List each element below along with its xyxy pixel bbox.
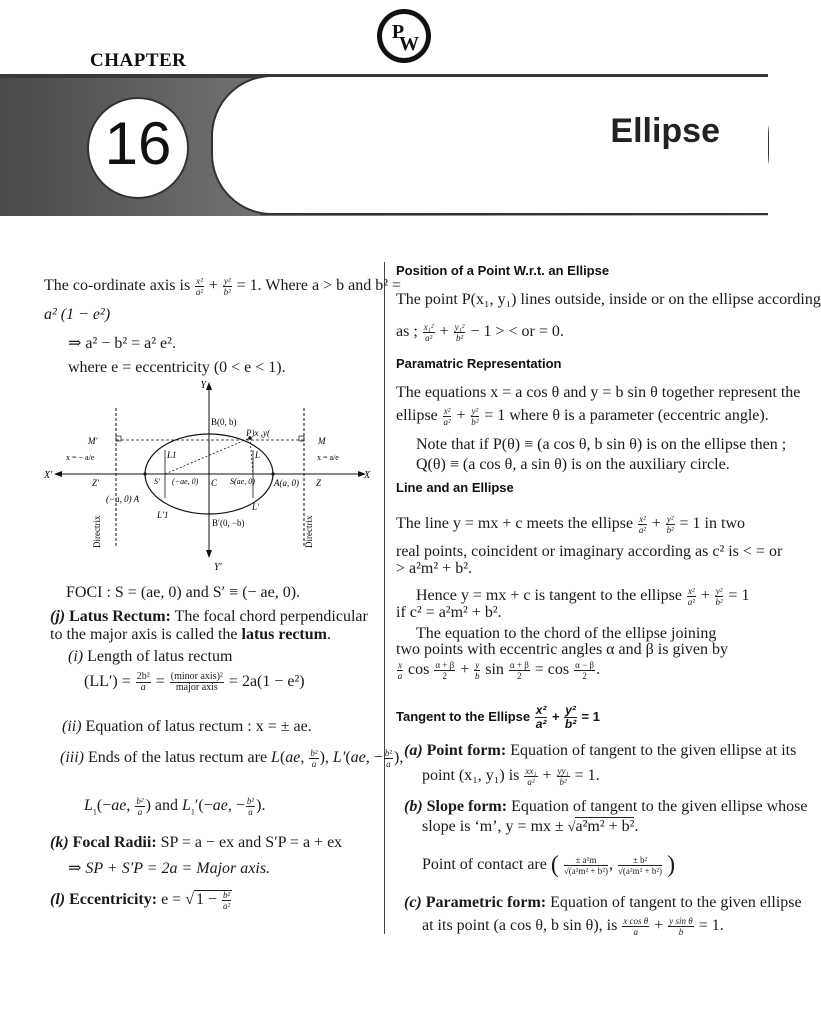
label-a-prime: (−a, 0) A xyxy=(106,494,140,504)
k-label: (k) xyxy=(50,834,69,851)
intro-eq: = 1. Where a > b and b² = xyxy=(236,277,402,295)
label-y: Y xyxy=(200,380,206,391)
parametric-form-eq: at its point (a cos θ, b sin θ), is $\frac{\text{x cos θ}}{a}$ + $\frac{\text{y sin θ}}{b}$ = 1. xyxy=(422,916,724,937)
section-line-text-7: two points with eccentric angles α and β is given by xyxy=(396,641,729,658)
latus-length-line xyxy=(68,648,232,666)
chord-equation: $\frac{x}{a}$ cos $\frac{\alpha + \beta}{2}$ + $\frac{y}{b}$ sin $\frac{\alpha + \beta}{2}$ = cos $\frac{\alpha - \beta}{2}$ . xyxy=(397,660,601,681)
l-text: e = xyxy=(161,891,182,909)
section-line-text-2: real points, coincident or imaginary according as c² is < = or xyxy=(396,543,783,560)
latus-length-eq: (LL′) = $\frac{\text{2b²}}{a}$ = $\frac{\text{(minor axis)²}}{\text{major axis}}$ = 2a(1 − e²) xyxy=(84,671,305,693)
section-param-note-1: Note that if P(θ) ≡ (a cos θ, b sin θ) is on the ellipse then ; xyxy=(416,436,787,453)
iii-text: Ends of the latus rectum are xyxy=(88,749,268,767)
label-z-prime: Z′ xyxy=(92,478,99,488)
focal-radii-line xyxy=(50,834,342,852)
label-m-prime: M′ xyxy=(88,436,98,446)
label-directrix-right: Directrix xyxy=(304,515,314,548)
point-a-prime xyxy=(143,472,146,475)
section-line-text-6: The equation to the chord of the ellipse joining xyxy=(416,625,717,642)
k-text: SP = a − ex and S′P = a + ex xyxy=(160,834,343,851)
eccentricity-line: (l) Eccentricity: e = √ 1 − $\frac{\text{b²}}{\text{a²}}$ xyxy=(50,890,231,911)
label-directrix-left: Directrix xyxy=(92,515,102,548)
y-over-b: $\frac{\text{y²}}{\text{b²}}$ xyxy=(223,276,231,297)
eccentricity-def: where e = eccentricity (0 < e < 1). xyxy=(68,359,286,376)
chapter-title: Ellipse xyxy=(610,112,720,150)
ll-frac-2: $\frac{\text{(minor axis)²}}{\text{major axis}}$ xyxy=(170,671,223,693)
section-param-note-2: Q(θ) ≡ (a cos θ, a sin θ) is on the auxiliary circle. xyxy=(416,456,730,473)
l-title: Eccentricity: xyxy=(69,891,158,909)
iii-label: (iii) xyxy=(60,749,84,767)
latus-ends-line-2: $L_1(-ae$, $\frac{\text{b²}}{a}$ ) and $L_1'(-ae$, − $\frac{\text{b²}}{a}$ ). xyxy=(84,796,266,817)
latus-ends-line: (iii) Ends of the latus rectum are L(ae, $\frac{\text{b²}}{a}$ ), L′(ae, − $\frac{\text{b²}}{a}$ ), xyxy=(60,748,404,769)
l-label: (l) xyxy=(50,891,66,909)
label-l: L xyxy=(255,450,261,460)
j-text: The focal chord perpendicular to the major axis is called the xyxy=(50,608,368,643)
slope-form-line: (b) Slope form: Equation of tangent to the given ellipse whose xyxy=(404,798,808,815)
k-title: Focal Radii: xyxy=(72,834,157,851)
section-position-title: Position of a Point W.r.t. an Ellipse xyxy=(396,263,610,278)
label-l1: L1 xyxy=(167,450,177,460)
label-x: X xyxy=(364,470,371,481)
label-z: Z xyxy=(316,478,322,488)
foci-line: FOCI : S = (ae, 0) and S′ ≡ (− ae, 0). xyxy=(66,584,301,601)
label-dir-right: x = a/e xyxy=(317,453,339,462)
point-of-contact: Point of contact are ( $\frac{\text{± a²m}}{\text{√(a²m² + b²)}}$ , $\frac{\text{± b²}}{\text{√(a²m² + b²)}}$ ) xyxy=(422,852,676,878)
point-form-line: (a) Point form: Equation of tangent to the given ellipse at its xyxy=(404,742,797,759)
label-l-prime: L′ xyxy=(252,502,259,512)
intro-line: The co-ordinate axis is $\frac{\text{x²}}{\text{a²}}$ + $\frac{\text{y²}}{\text{b²}}$ = 1. Where a > b and b² = xyxy=(44,276,402,297)
section-line-text-5: if c² = a²m² + b². xyxy=(396,604,502,621)
section-position-text: The point P(x₁, y₁) lines outside, inside or on the ellipse according xyxy=(396,291,821,308)
section-param-text-2: ellipse $\frac{\text{x²}}{\text{a²}}$ + $\frac{\text{y²}}{\text{b²}}$ = 1 where θ is a parameter (eccentric angle). xyxy=(396,406,769,427)
j-text-bold: latus rectum xyxy=(241,626,327,643)
section-position-eq: as ; $\frac{\text{x₁²}}{\text{a²}}$ + $\frac{\text{y₁²}}{\text{b²}}$ − 1 > < or = 0. xyxy=(396,322,564,343)
ll-frac-1: $\frac{\text{2b²}}{a}$ xyxy=(136,671,150,693)
ll-rhs: = 2a(1 − e²) xyxy=(228,673,305,691)
ellipse-diagram xyxy=(44,378,374,578)
label-y-prime: Y′ xyxy=(214,562,222,573)
j-label: (j) xyxy=(50,608,66,625)
section-line-text-1: The line y = mx + c meets the ellipse $\frac{\text{x²}}{\text{a²}}$ + $\frac{\text{y²}}{\text{b²}}$ = 1 in two xyxy=(396,514,745,535)
label-p: P)x ,y( xyxy=(246,428,270,438)
section-param-title: Paramatric Representation xyxy=(396,356,562,371)
logo-letter-p: P xyxy=(391,21,405,43)
slope-form-eq: slope is ‘m’, y = mx ± √a²m² + b². xyxy=(422,818,639,835)
label-a: A(a, 0) xyxy=(274,478,299,488)
y-axis-bottom-arrow xyxy=(206,550,212,558)
j-title: Latus Rectum: xyxy=(69,608,171,625)
label-b-prime: B′(0, −b) xyxy=(212,518,245,528)
label-c: C xyxy=(211,478,218,488)
intro-line-2: a² (1 − e²) xyxy=(44,306,111,323)
focal-radii-implies: ⇒ SP + S′P = 2a = Major axis. xyxy=(68,860,271,877)
chapter-header xyxy=(0,0,768,225)
label-s-prime-coord: (−ae, 0) xyxy=(172,477,199,486)
x-axis-left-arrow xyxy=(54,471,62,477)
y-axis-top-arrow xyxy=(206,382,212,390)
ii-text: Equation of latus rectum : x = ± ae. xyxy=(85,718,312,735)
latus-rectum-def: (j) Latus Rectum: The focal chord perpendicular to the major axis is called the latus rectum. xyxy=(50,608,368,643)
section-line-text-4: Hence y = mx + c is tangent to the ellipse $\frac{\text{x²}}{\text{a²}}$ + $\frac{\text{y²}}{\text{b²}}$ = 1 xyxy=(416,586,750,607)
point-form-eq: point (x₁, y₁) is $\frac{\text{xx₁}}{\text{a²}}$ + $\frac{\text{yy₁}}{\text{b²}}$ = 1. xyxy=(422,766,600,787)
label-s-prime: S′ xyxy=(154,477,160,486)
label-dir-left: x = − a/e xyxy=(66,453,95,462)
section-tangent-title: Tangent to the Ellipse $\frac{\text{x²}}{\text{a²}}$ + $\frac{\text{y²}}{\text{b²}}$ = 1 xyxy=(396,703,600,731)
pw-logo xyxy=(376,8,432,64)
label-b: B(0, b) xyxy=(211,417,237,427)
intro-text: The co-ordinate axis is xyxy=(44,277,191,295)
chapter-number: 16 xyxy=(104,110,172,177)
implies-line: ⇒ a² − b² = a² e². xyxy=(68,335,176,352)
section-line-text-3: > a²m² + b². xyxy=(396,560,472,577)
label-s: S(ae, 0) xyxy=(230,477,255,486)
ii-label: (ii) xyxy=(62,718,82,735)
parametric-form-line: (c) Parametric form: Equation of tangent to the given ellipse xyxy=(404,894,802,911)
label-l1-prime: L′1 xyxy=(157,510,169,520)
i-label: (i) xyxy=(68,648,84,665)
section-line-title: Line and an Ellipse xyxy=(396,480,514,495)
i-text: Length of latus rectum xyxy=(87,648,233,665)
ll-lhs: (LL′) = xyxy=(84,673,131,691)
section-param-text-1: The equations x = a cos θ and y = b sin θ together represent the xyxy=(396,384,801,401)
latus-eq-line xyxy=(62,718,312,736)
label-m: M xyxy=(318,436,326,446)
focal-line-sp xyxy=(165,438,250,474)
label-x-prime: X′ xyxy=(44,470,53,481)
point-a xyxy=(271,472,274,475)
column-divider xyxy=(384,262,385,934)
chapter-label: CHAPTER xyxy=(90,50,187,71)
logo-letter-w: W xyxy=(399,33,419,55)
x-over-a: $\frac{\text{x²}}{\text{a²}}$ xyxy=(195,276,204,297)
